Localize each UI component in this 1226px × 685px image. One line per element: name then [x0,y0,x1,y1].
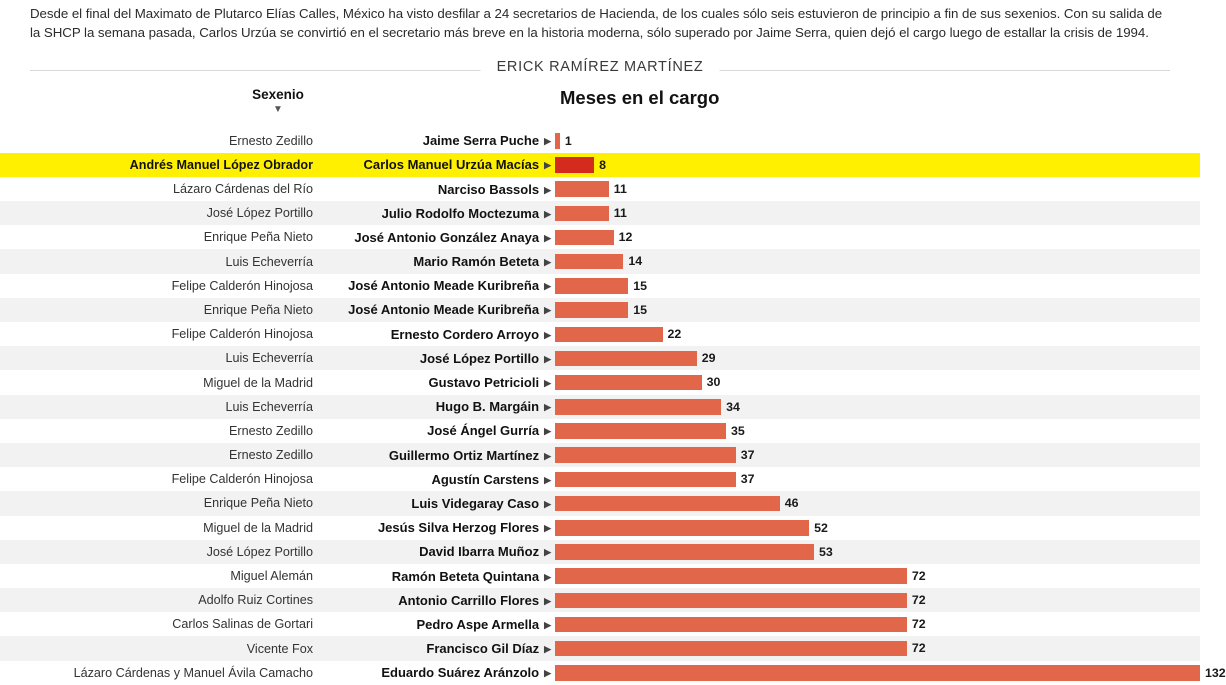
row-secretary-name [325,472,555,487]
chevron-right-icon[interactable]: ▶ [544,547,551,558]
row-secretary-name [325,351,555,366]
bar-value-label: 72 [911,593,926,608]
chevron-right-icon[interactable]: ▶ [544,184,551,195]
table-row[interactable] [0,249,1200,273]
bar-value-label: 34 [726,399,740,414]
row-bar-cell [555,612,1200,636]
row-secretary-label: Jesús Silva Herzog Flores [377,520,540,536]
bar-chart [0,129,1226,685]
row-secretary-label: Francisco Gil Díaz [426,641,540,657]
row-sexenio: Enrique Peña Nieto [203,302,313,317]
row-sexenio: Felipe Calderón Hinojosa [171,278,313,293]
row-secretary-label: Hugo B. Margáin [435,399,540,415]
row-secretary-name [325,302,555,317]
row-secretary-name [325,544,555,559]
row-sexenio: Ernesto Zedillo [229,423,313,438]
table-row[interactable] [0,153,1200,177]
gridline [1200,129,1201,685]
bar-value-label: 15 [633,278,648,293]
table-row[interactable] [0,636,1200,660]
row-sexenio: Andrés Manuel López Obrador [129,157,313,172]
bar [555,375,702,391]
row-secretary-name [325,423,555,438]
chevron-right-icon[interactable]: ▶ [544,474,551,485]
bar [555,278,628,294]
row-secretary-name [325,520,555,535]
row-bar-cell [555,636,1200,660]
table-row[interactable] [0,443,1200,467]
bar [555,665,1200,681]
bar [555,230,614,246]
chevron-right-icon[interactable]: ▶ [544,281,551,292]
table-row[interactable] [0,661,1226,685]
bar-value-label: 37 [740,472,755,487]
row-sexenio: Luis Echeverría [225,254,313,269]
row-secretary-label: Guillermo Ortiz Martínez [388,447,540,463]
row-secretary-label: Carlos Manuel Urzúa Macías [363,157,540,173]
row-sexenio: Vicente Fox [246,641,313,656]
chevron-right-icon[interactable]: ▶ [544,426,551,437]
row-sexenio: José López Portillo [206,206,313,221]
row-bar-cell [555,274,1200,298]
row-secretary-label: Antonio Carrillo Flores [398,592,540,608]
table-row[interactable] [0,129,1200,153]
row-secretary-label: Ramón Beteta Quintana [391,568,540,584]
bar-value-label: 53 [818,544,833,559]
row-secretary-label: Mario Ramón Beteta [413,254,540,270]
row-bar-cell [555,419,1200,443]
chevron-right-icon[interactable]: ▶ [544,257,551,268]
row-secretary-name [325,665,555,680]
bar-value-label: 11 [613,206,627,221]
row-sexenio: Luis Echeverría [225,351,313,366]
bar-value-label: 30 [706,375,721,390]
chevron-right-icon[interactable]: ▶ [544,208,551,219]
row-sexenio: Ernesto Zedillo [229,133,313,148]
row-sexenio: Enrique Peña Nieto [203,496,313,511]
bar [555,496,780,512]
bar [555,206,609,222]
row-sexenio: Ernesto Zedillo [229,448,313,463]
row-sexenio: Lázaro Cárdenas y Manuel Ávila Camacho [73,665,313,680]
intro-text: Desde el final del Maximato de Plutarco Elías Calles, México ha visto desfilar a 24 secretarios de Hacienda, de los cuales sólo seis estuvieron de principio a fin de sus sexenios. Con su salida de la SHCP la semana pasada, Carlos Urzúa se convirtió en el secretario más breve en la historia moderna, sólo superado por Jaime Serra, quien dejó el cargo luego de estallar la crisis de 1994. [30,6,1163,41]
table-row[interactable] [0,540,1200,564]
chevron-right-icon[interactable]: ▶ [544,378,551,388]
row-secretary-name [325,399,555,414]
table-row[interactable] [0,322,1200,346]
row-secretary-name [325,182,555,197]
row-secretary-label: Gustavo Petricioli [428,375,540,390]
row-sexenio: Miguel de la Madrid [203,375,313,390]
row-secretary-name [325,641,555,656]
table-row[interactable] [0,564,1200,588]
row-bar-cell [555,225,1200,249]
table-row[interactable] [0,346,1200,370]
chevron-right-icon[interactable]: ▶ [544,160,551,171]
bar-value-label: 14 [628,254,643,269]
row-sexenio: Lázaro Cárdenas del Río [172,182,313,196]
row-sexenio: Miguel Alemán [230,569,313,583]
bar-value-label: 12 [618,230,633,245]
chevron-right-icon[interactable]: ▶ [544,450,551,461]
bar [555,327,663,343]
bar [555,302,628,318]
row-secretary-name [325,230,555,245]
row-bar-cell [555,661,1226,685]
table-row[interactable] [0,274,1200,298]
column-header-sexenio[interactable]: Sexenio [252,86,304,102]
chevron-right-icon[interactable]: ▶ [544,232,551,243]
row-bar-cell [555,370,1200,394]
table-row[interactable] [0,177,1200,201]
chart-title: Meses en el cargo [560,86,720,108]
row-secretary-label: José Antonio González Anaya [354,229,540,245]
row-bar-cell [555,564,1200,588]
table-row[interactable] [0,419,1200,443]
row-secretary-name [325,375,555,390]
chevron-right-icon[interactable]: ▶ [544,136,551,147]
chevron-right-icon[interactable]: ▶ [544,644,551,655]
chevron-right-icon[interactable]: ▶ [544,571,551,582]
row-secretary-name [325,254,555,269]
table-row[interactable] [0,516,1200,540]
row-secretary-label: Eduardo Suárez Aránzolo [381,665,540,681]
row-secretary-name [325,133,555,148]
chevron-right-icon[interactable]: ▶ [544,619,551,630]
table-row[interactable] [0,491,1200,515]
byline-section [0,59,1200,83]
bar-value-label: 15 [633,302,648,317]
bar [555,423,726,439]
intro-paragraph [0,0,1200,43]
bar-value-label: 8 [599,157,606,172]
row-bar-cell [555,467,1200,491]
bar [555,568,907,584]
row-sexenio: Luis Echeverría [225,399,313,414]
row-sexenio: Enrique Peña Nieto [203,230,313,245]
row-bar-cell [555,540,1200,564]
row-secretary-label: David Ibarra Muñoz [419,544,540,560]
row-secretary-label: Luis Videgaray Caso [411,495,540,511]
row-secretary-label: Narciso Bassols [437,181,540,197]
bar-value-label: 132 [1205,665,1226,680]
row-sexenio: Carlos Salinas de Gortari [172,617,313,632]
row-secretary-name [325,617,555,632]
table-row[interactable] [0,225,1200,249]
table-row[interactable] [0,201,1200,225]
chevron-right-icon[interactable]: ▶ [544,402,551,413]
row-secretary-label: Jaime Serra Puche [422,133,540,149]
bar-value-label: 35 [731,423,745,438]
table-row[interactable] [0,298,1200,322]
bar [555,472,736,488]
row-bar-cell [555,322,1200,346]
row-secretary-label: José Antonio Meade Kuribreña [348,278,540,294]
row-bar-cell [555,177,1200,201]
row-sexenio: Adolfo Ruiz Cortines [198,593,313,608]
row-bar-cell [555,588,1200,612]
row-secretary-name [325,569,555,584]
row-bar-cell [555,395,1200,419]
row-secretary-label: José Ángel Gurría [427,423,540,439]
row-secretary-label: José Antonio Meade Kuribreña [348,302,540,318]
table-row[interactable] [0,370,1200,394]
row-bar-cell [555,201,1200,225]
chevron-right-icon[interactable]: ▶ [544,353,551,364]
row-sexenio: José López Portillo [206,544,313,559]
table-row[interactable] [0,612,1200,636]
row-secretary-name [325,448,555,463]
row-secretary-name [325,278,555,293]
bar-value-label: 29 [701,351,716,366]
row-secretary-name [325,593,555,608]
row-bar-cell [555,249,1200,273]
bar-value-label: 1 [564,133,572,148]
row-bar-cell [555,443,1200,467]
row-secretary-label: Agustín Carstens [431,471,540,487]
row-secretary-name [325,327,555,342]
bar [555,617,907,633]
row-secretary-name [325,206,555,221]
chart-header [0,83,1200,127]
bar [555,133,560,149]
bar-value-label: 37 [740,447,755,462]
bar [555,157,594,173]
chevron-right-icon[interactable]: ▶ [544,305,551,316]
table-row[interactable] [0,467,1200,491]
chevron-right-icon[interactable]: ▶ [544,329,551,340]
row-secretary-label: Julio Rodolfo Moctezuma [381,205,540,221]
row-bar-cell [555,129,1200,153]
chevron-right-icon[interactable]: ▶ [544,668,551,679]
row-bar-cell [555,153,1200,177]
bar [555,254,623,270]
author-byline: ERICK RAMÍREZ MARTÍNEZ [481,59,720,75]
bar [555,593,907,609]
chevron-down-icon[interactable]: ▼ [273,103,283,115]
row-sexenio: Felipe Calderón Hinojosa [171,472,313,487]
bar [555,520,809,536]
row-secretary-name [325,157,555,172]
bar-value-label: 72 [911,568,926,583]
row-sexenio: Miguel de la Madrid [203,520,313,535]
bar [555,544,814,560]
bar [555,399,721,415]
bar [555,181,609,197]
bar [555,447,736,463]
row-bar-cell [555,298,1200,322]
chevron-right-icon[interactable]: ▶ [544,595,551,606]
table-row[interactable] [0,395,1200,419]
bar-value-label: 11 [613,181,627,196]
bar-value-label: 46 [784,496,799,511]
bar-value-label: 72 [911,617,926,632]
row-bar-cell [555,346,1200,370]
row-secretary-label: Ernesto Cordero Arroyo [390,326,540,342]
chevron-right-icon[interactable]: ▶ [544,498,551,509]
bar-value-label: 52 [814,520,828,535]
row-bar-cell [555,516,1200,540]
row-secretary-name [325,496,555,511]
bar [555,641,907,657]
chevron-right-icon[interactable]: ▶ [544,523,551,534]
row-bar-cell [555,491,1200,515]
bar-value-label: 22 [667,327,682,342]
row-sexenio: Felipe Calderón Hinojosa [171,327,313,342]
bar [555,351,697,367]
row-secretary-label: Pedro Aspe Armella [416,616,540,632]
bar-value-label: 72 [911,641,926,656]
row-secretary-label: José López Portillo [419,350,540,366]
table-row[interactable] [0,588,1200,612]
